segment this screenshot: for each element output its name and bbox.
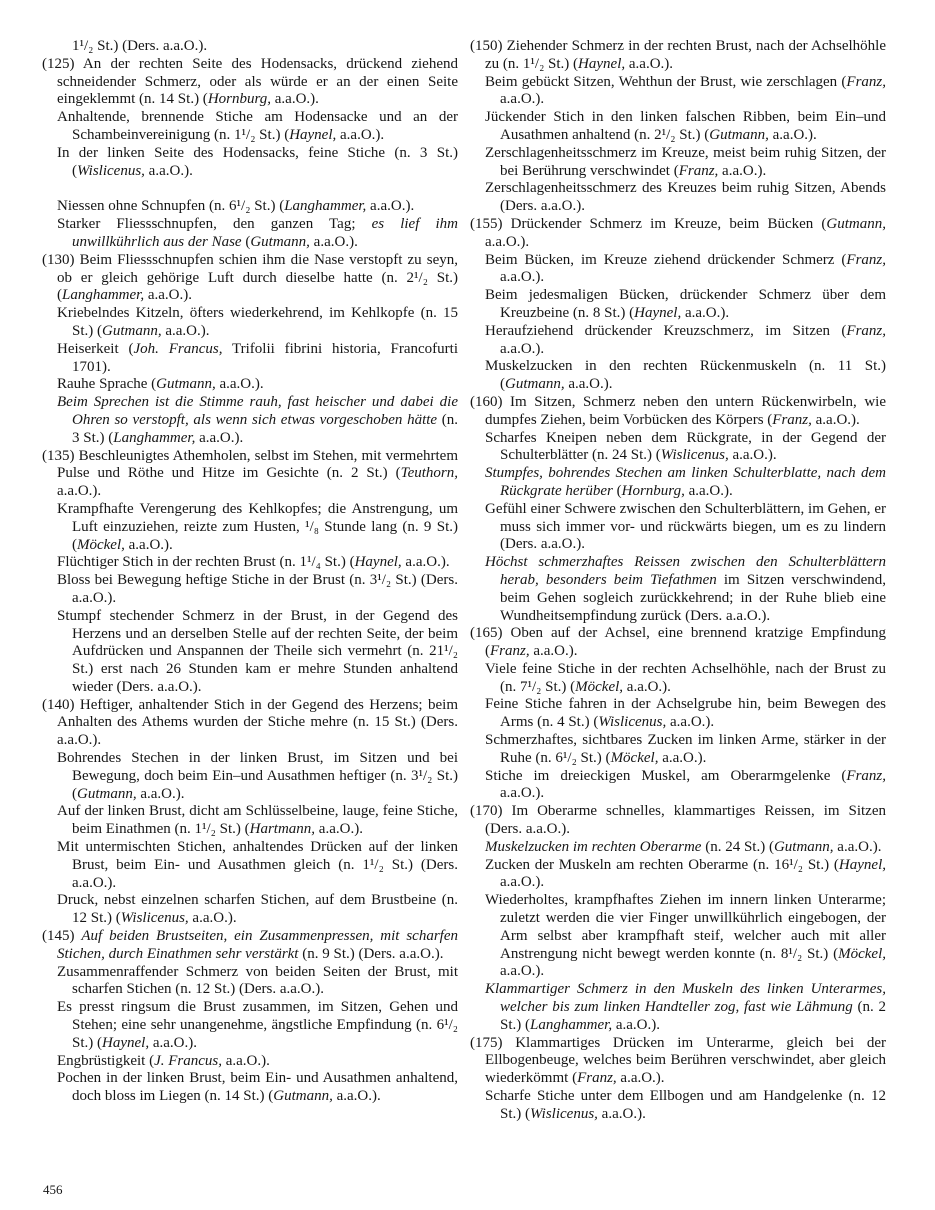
symptom-entry: Krampfhafte Verengerung des Kehlkopfes; die Anstrengung, um Luft einzuziehen, reizte zum Husten, ¹/₈ Stunde lang (n. 9 St.) (Möckel, a.a.O.). — [57, 500, 458, 553]
symptom-entry: Beim gebückt Sitzen, Wehthun der Brust, wie zerschlagen (Franz, a.a.O.). — [485, 73, 886, 108]
symptom-entry: Zusammenraffender Schmerz von beiden Seiten der Brust, mit scharfen Stichen (n. 12 St.) (Ders. a.a.O.). — [57, 963, 458, 998]
numbered-symptom-entry: (125) An der rechten Seite des Hodensacks, drückend ziehend schneidender Schmerz, oder als würde er an der einen Seite eingeklemmt (n. 14 St.) (Hornburg, a.a.O.). — [42, 55, 458, 108]
symptom-entry: Rauhe Sprache (Gutmann, a.a.O.). — [57, 376, 264, 393]
symptom-entry: In der linken Seite des Hodensacks, feine Stiche (n. 3 St.) (Wislicenus, a.a.O.). — [57, 144, 458, 179]
numbered-symptom-entry: (140) Heftiger, anhaltender Stich in der Gegend des Herzens; beim Anhalten des Athems wurden der Stiche mehre (n. 15 St.) (Ders. a.a.O.). — [42, 696, 458, 749]
symptom-entry: Feine Stiche fahren in der Achselgrube hin, beim Bewegen des Arms (n. 4 St.) (Wislicenus, a.a.O.). — [485, 696, 886, 731]
numbered-symptom-entry: (165) Oben auf der Achsel, eine brennend kratzige Empfindung (Franz, a.a.O.). — [470, 625, 886, 660]
symptom-entry: Klammartiger Schmerz in den Muskeln des linken Unterarmes, welcher bis zum linken Handteller zog, fast wie Lähmung (n. 2 St.) (Langhammer, a.a.O.). — [485, 981, 887, 1033]
symptom-entry: Bohrendes Stechen in der linken Brust, im Sitzen und bei Bewegung, doch beim Ein–und Ausathmen heftiger (n. 3¹/₂ St.) (Gutmann, a.a.O.). — [57, 750, 458, 802]
numbered-symptom-entry: (145) Auf beiden Brustseiten, ein Zusammenpressen, mit scharfen Stichen, durch Einathmen sehr verstärkt (n. 9 St.) (Ders. a.a.O.). — [42, 928, 458, 962]
symptom-entry: Engbrüstigkeit (J. Francus, a.a.O.). — [57, 1052, 270, 1069]
symptom-entry: Scharfe Stiche unter dem Ellbogen und am Handgelenke (n. 12 St.) (Wislicenus, a.a.O.). — [485, 1088, 886, 1122]
symptom-entry: Höchst schmerzhaftes Reissen zwischen den Schulterblättern herab, besonders beim Tiefathmen im Sitzen verschwindend, beim Gehen sogleich zurückkehrend; in der Ruhe blieb eine Wundheitsempfindung zurück (Ders. a.a.O.). — [485, 554, 886, 624]
symptom-entry: Schmerzhaftes, sichtbares Zucken im linken Arme, stärker in der Ruhe (n. 6¹/₂ St.) (Möckel, a.a.O.). — [485, 732, 886, 766]
symptom-entry: Stiche im dreieckigen Muskel, am Oberarmgelenke (Franz, a.a.O.). — [485, 767, 886, 802]
symptom-entry: Auf der linken Brust, dicht am Schlüsselbeine, lauge, feine Stiche, beim Einathmen (n. 1¹/₂ St.) (Hartmann, a.a.O.). — [57, 803, 458, 838]
symptom-entry: Pochen in der linken Brust, beim Ein- und Ausathmen anhaltend, doch bloss im Liegen (n. 14 St.) (Gutmann, a.a.O.). — [57, 1070, 458, 1105]
symptom-entry: Viele feine Stiche in der rechten Achselhöhle, nach der Brust zu (n. 7¹/₂ St.) (Möckel, a.a.O.). — [485, 660, 886, 695]
symptom-entry: Flüchtiger Stich in der rechten Brust (n. 1¹/₄ St.) (Haynel, a.a.O.). — [57, 554, 450, 571]
symptom-entry: Zucken der Muskeln am rechten Oberarme (n. 16¹/₂ St.) (Haynel, a.a.O.). — [485, 856, 886, 891]
symptom-entry: Muskelzucken in den rechten Rückenmuskeln (n. 11 St.) (Gutmann, a.a.O.). — [485, 358, 886, 393]
symptom-entry: Wiederholtes, krampfhaftes Ziehen im innern linken Unterarme; zuletzt werden die vier Finger unwillkührlich eingebogen, der Arm selbst aber krampfhaft steif, welcher auch mit aller Anstrengung nicht bewegt werden konnte (n. 8¹/₂ St.) (Möckel, a.a.O.). — [485, 892, 886, 980]
symptom-entry: Stumpf stechender Schmerz in der Brust, in der Gegend des Herzens und an derselben Stelle auf der rechten Seite, der beim Aufdrücken und Anspannen der Theile sich vermehrt (n. 21¹/₂ St.) erst nach 26 Stunden kam er mehre Stunden anhaltend wieder (Ders. a.a.O.). — [57, 607, 458, 695]
symptom-entry: Zerschlagenheitsschmerz des Kreuzes beim ruhig Sitzen, Abends (Ders. a.a.O.). — [485, 180, 886, 215]
symptom-entry: Bloss bei Bewegung heftige Stiche in der Brust (n. 3¹/₂ St.) (Ders. a.a.O.). — [57, 572, 458, 606]
left-column — [42, 38, 458, 1124]
symptom-entry: Mit untermischten Stichen, anhaltendes Drücken auf der linken Brust, beim Ein- und Ausathmen gleich (n. 1¹/₂ St.) (Ders. a.a.O.). — [57, 839, 458, 891]
symptom-entry: Beim Sprechen ist die Stimme rauh, fast heischer und dabei die Ohren so verstopft, als wenn sich etwas vorgeschoben hätte (n. 3 St.) (Langhammer, a.a.O.). — [57, 394, 458, 446]
numbered-symptom-entry: (150) Ziehender Schmerz in der rechten Brust, nach der Achselhöhle zu (n. 1¹/₂ St.) (Haynel, a.a.O.). — [470, 38, 886, 72]
symptom-entry: Anhaltende, brennende Stiche am Hodensacke und an der Schambeinvereinigung (n. 1¹/₂ St.) (Haynel, a.a.O.). — [57, 109, 458, 143]
symptom-entry: Druck, nebst einzelnen scharfen Stichen, auf dem Brustbeine (n. 12 St.) (Wislicenus, a.a.O.). — [57, 892, 458, 927]
symptom-entry: 1¹/₂ St.) (Ders. a.a.O.). — [72, 38, 208, 54]
numbered-symptom-entry: (170) Im Oberarme schnelles, klammartiges Reissen, im Sitzen (Ders. a.a.O.). — [470, 803, 886, 838]
numbered-symptom-entry: (160) Im Sitzen, Schmerz neben den untern Rückenwirbeln, wie dumpfes Ziehen, beim Vorbücken des Körpers (Franz, a.a.O.). — [470, 393, 886, 428]
numbered-symptom-entry: (175) Klammartiges Drücken im Unterarme, gleich bei der Ellbogenbeuge, welches beim Berühren verschwindet, aber gleich wiederkömmt (Franz, a.a.O.). — [470, 1034, 886, 1087]
symptom-entry: Beim Bücken, im Kreuze ziehend drückender Schmerz (Franz, a.a.O.). — [485, 251, 886, 286]
symptom-entry: Scharfes Kneipen neben dem Rückgrate, in der Gegend der Schulterblätter (n. 24 St.) (Wislicenus, a.a.O.). — [485, 429, 886, 464]
symptom-entry: Zerschlagenheitsschmerz im Kreuze, meist beim ruhig Sitzen, der bei Berührung verschwindet (Franz, a.a.O.). — [485, 144, 886, 179]
symptom-entry: Muskelzucken im rechten Oberarme (n. 24 St.) (Gutmann, a.a.O.). — [485, 838, 882, 855]
symptom-entry: Stumpfes, bohrendes Stechen am linken Schulterblatte, nach dem Rückgrate herüber (Hornburg, a.a.O.). — [485, 465, 886, 499]
numbered-symptom-entry: (155) Drückender Schmerz im Kreuze, beim Bücken (Gutmann, a.a.O.). — [470, 215, 886, 250]
symptom-entry: Niessen ohne Schnupfen (n. 6¹/₂ St.) (Langhammer, a.a.O.). — [57, 198, 415, 215]
symptom-entry: Kriebelndes Kitzeln, öfters wiederkehrend, im Kehlkopfe (n. 15 St.) (Gutmann, a.a.O.). — [57, 305, 458, 339]
symptom-entry: Heiserkeit (Joh. Francus, Trifolii fibrini historia, Francofurti 1701). — [57, 340, 458, 375]
page-number: 456 — [43, 1182, 63, 1197]
numbered-symptom-entry: (135) Beschleunigtes Athemholen, selbst im Stehen, mit vermehrtem Pulse und Röthe und Hitze im Gesichte (n. 2 St.) (Teuthorn, a.a.O.). — [42, 447, 458, 500]
symptom-entry: Starker Fliessschnupfen, den ganzen Tag; es lief ihm unwillkührlich aus der Nase (Gutmann, a.a.O.). — [57, 216, 458, 250]
symptom-entry: Jückender Stich in den linken falschen Ribben, beim Ein–und Ausathmen anhaltend (n. 2¹/₂ St.) (Gutmann, a.a.O.). — [485, 109, 886, 143]
numbered-symptom-entry: (130) Beim Fliessschnupfen schien ihm die Nase verstopft zu seyn, ob er gleich gehörige Luft durch dieselbe hatte (n. 2¹/₂ St.) (Langhammer, a.a.O.). — [42, 251, 458, 304]
symptom-entry: Es presst ringsum die Brust zusammen, im Sitzen, Gehen und Stehen; eine sehr unangenehme, ängstliche Empfindung (n. 6¹/₂ St.) (Haynel, a.a.O.). — [57, 999, 458, 1051]
symptom-entry: Beim jedesmaligen Bücken, drückender Schmerz über dem Kreuzbeine (n. 8 St.) (Haynel, a.a.O.). — [485, 287, 886, 321]
right-column — [470, 38, 886, 1124]
symptom-entry: Gefühl einer Schwere zwischen den Schulterblättern, im Gehen, er muss sich immer vor- und rückwärts biegen, um es zu lindern (Ders. a.a.O.). — [485, 500, 886, 553]
symptom-entry: Heraufziehend drückender Kreuzschmerz, im Sitzen (Franz, a.a.O.). — [485, 322, 886, 357]
